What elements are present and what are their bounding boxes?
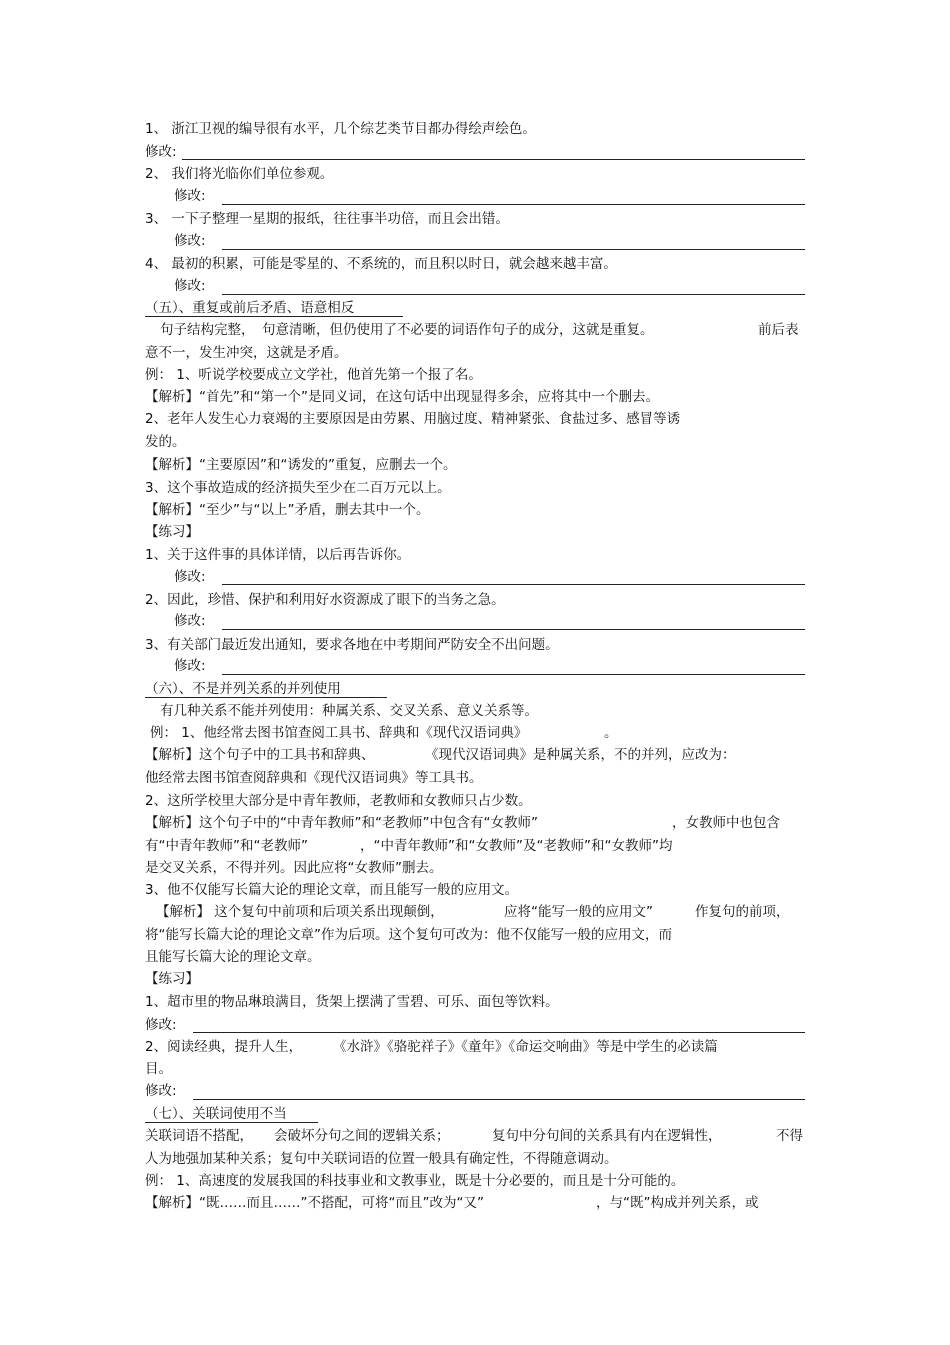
answer-line[interactable] bbox=[193, 1099, 805, 1100]
heading-underline bbox=[145, 316, 403, 317]
answer-line[interactable] bbox=[222, 249, 805, 250]
answer-line[interactable] bbox=[222, 204, 805, 205]
answer-line[interactable] bbox=[222, 584, 805, 585]
heading-underline bbox=[145, 1122, 318, 1123]
answer-line[interactable] bbox=[193, 1032, 805, 1033]
section-heading: （五）、重复或前后矛盾、语意相反 bbox=[145, 300, 355, 316]
answer-line[interactable] bbox=[222, 674, 805, 675]
answer-line[interactable] bbox=[222, 294, 805, 295]
section-heading: （七）、关联词使用不当 bbox=[145, 1106, 287, 1122]
heading-underline bbox=[145, 697, 387, 698]
answer-line[interactable] bbox=[182, 159, 805, 160]
answer-line[interactable] bbox=[222, 629, 805, 630]
section-heading: （六）、不是并列关系的并列使用 bbox=[145, 681, 341, 697]
